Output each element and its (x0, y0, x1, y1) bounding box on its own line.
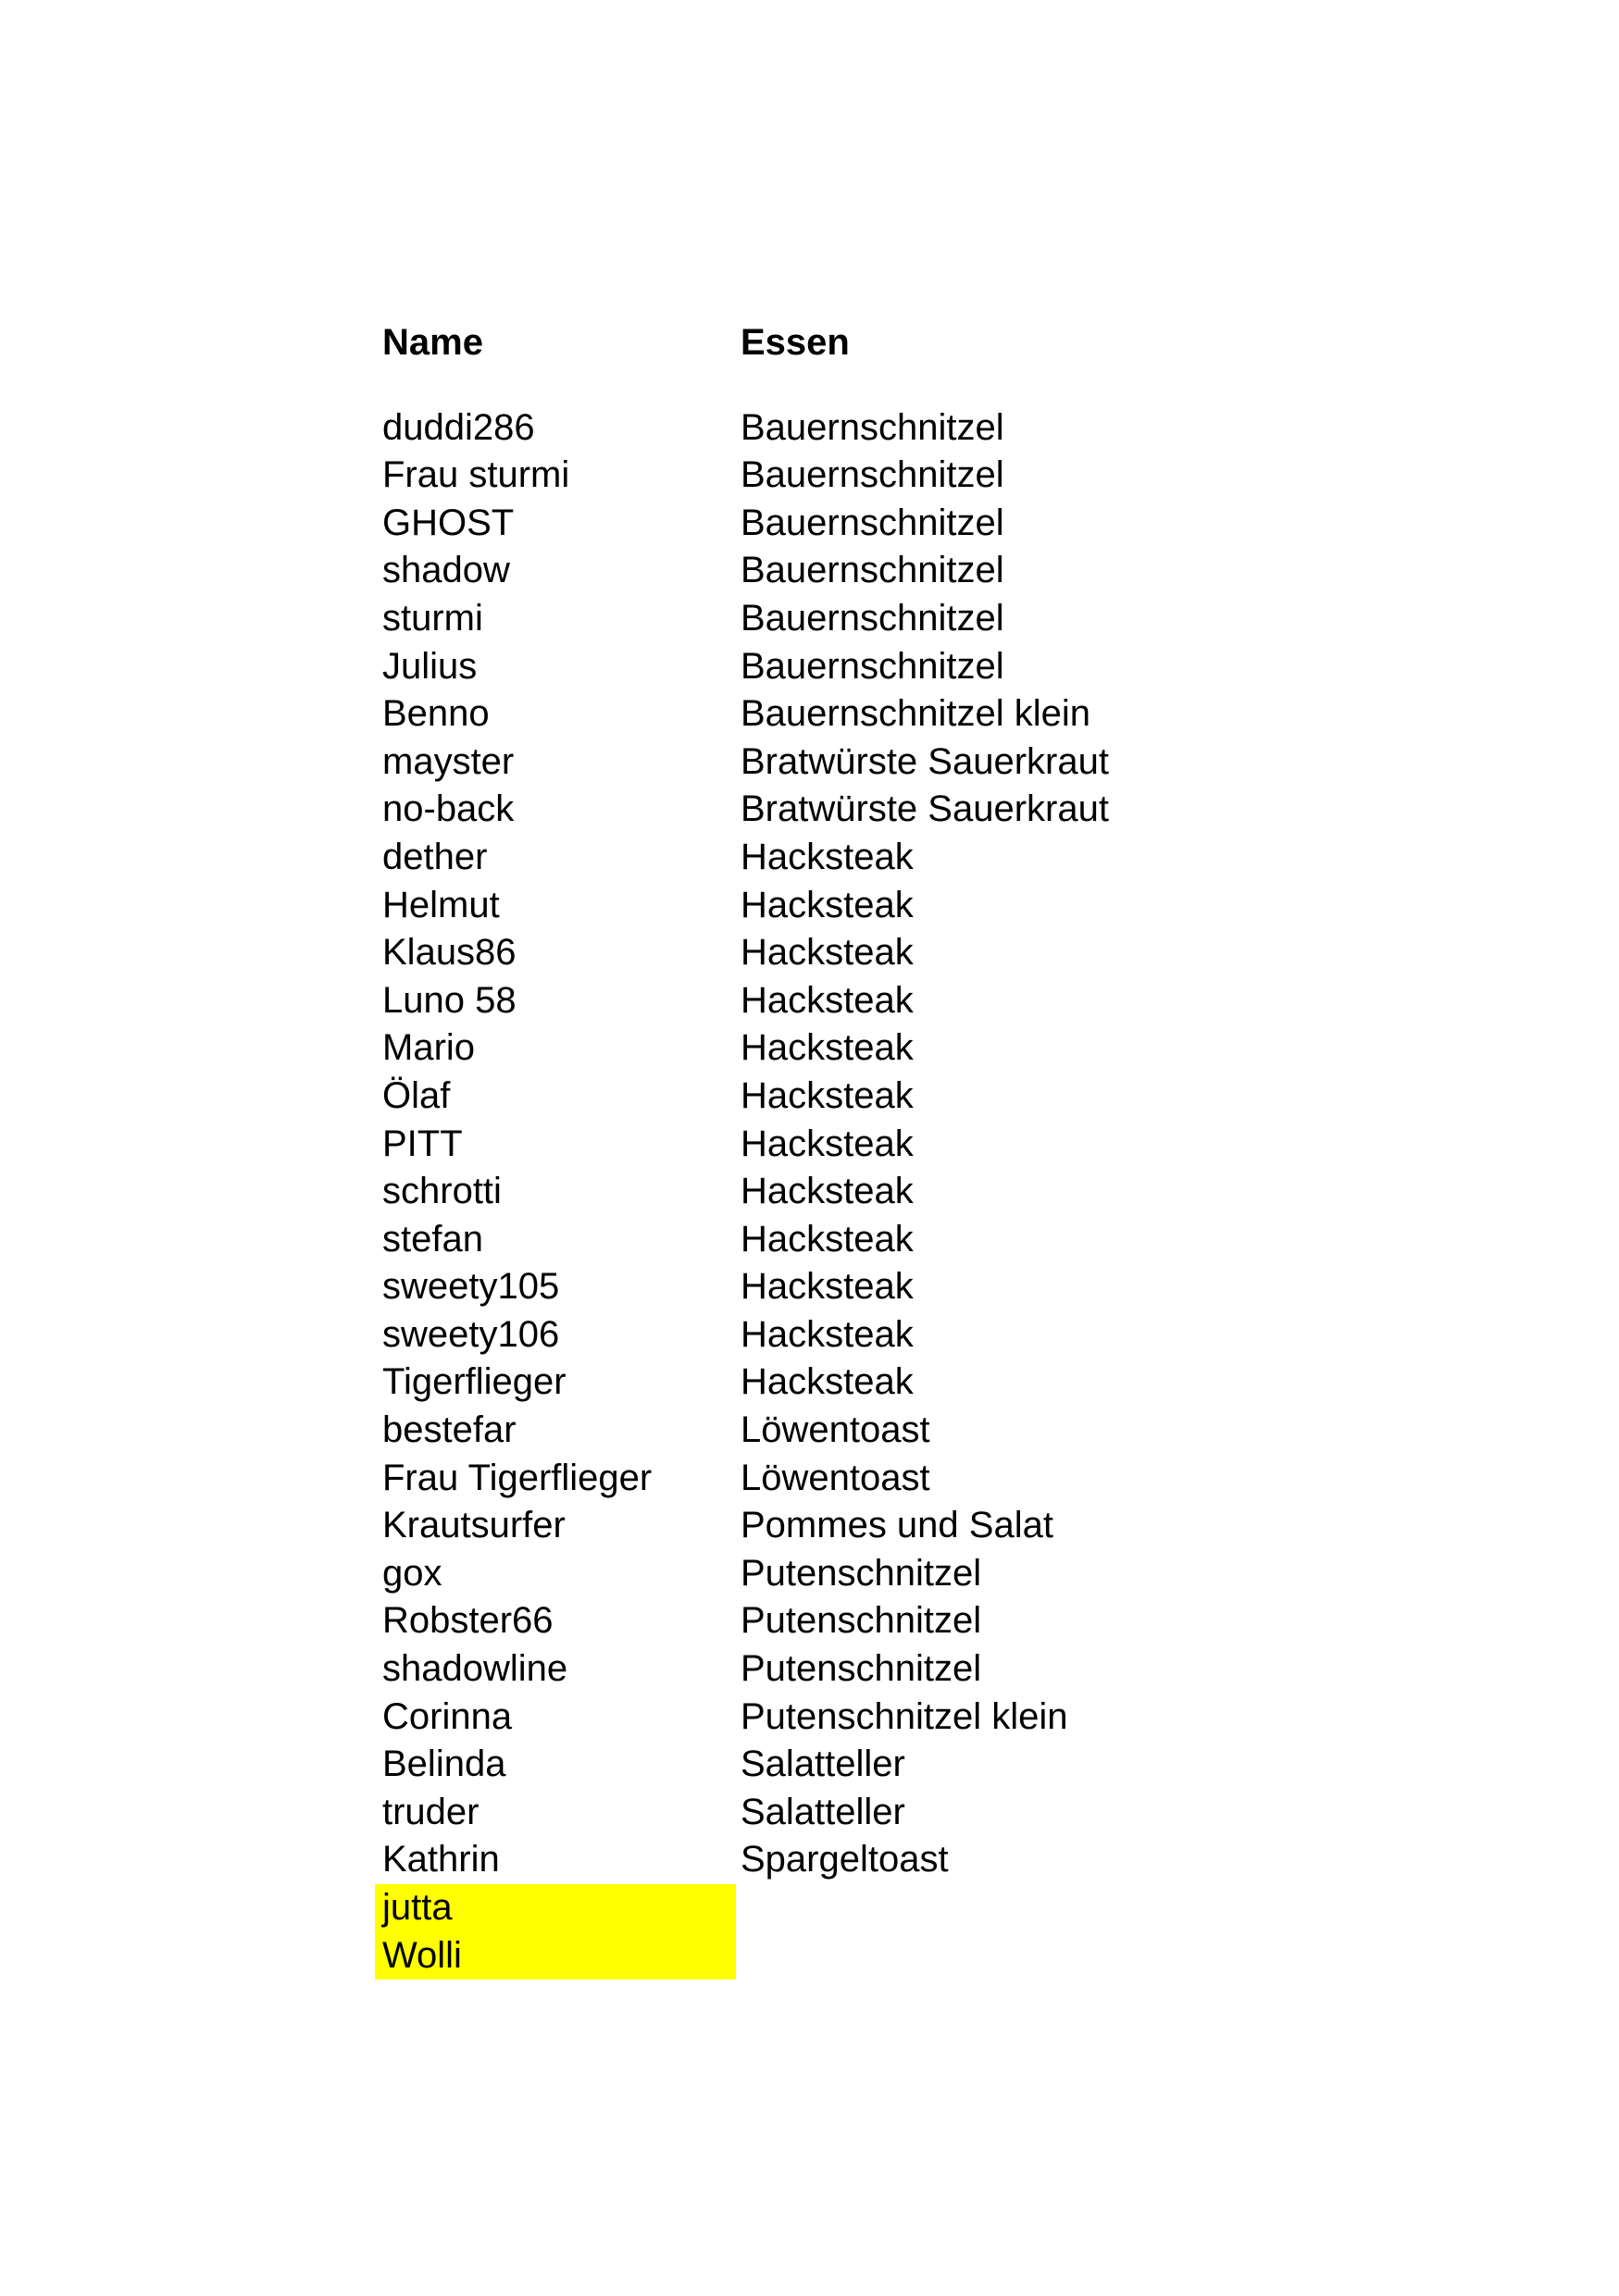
food-cell: Hacksteak (741, 1266, 914, 1308)
food-cell: Bratwürste Sauerkraut (741, 788, 1109, 830)
name-cell: sturmi (382, 597, 483, 639)
name-column-header: Name (382, 322, 483, 363)
name-cell: Benno (382, 693, 490, 735)
food-cell: Hacksteak (741, 1361, 914, 1403)
food-cell: Pommes und Salat (741, 1505, 1053, 1546)
food-cell: Hacksteak (741, 1313, 914, 1355)
food-cell: Hacksteak (741, 1123, 914, 1164)
name-cell: Corinna (382, 1695, 513, 1737)
food-cell: Hacksteak (741, 836, 914, 877)
food-cell: Putenschnitzel klein (741, 1695, 1068, 1737)
name-cell: dether (382, 836, 488, 877)
food-cell: Hacksteak (741, 1074, 914, 1116)
food-cell: Putenschnitzel (741, 1600, 982, 1642)
food-cell: Bratwürste Sauerkraut (741, 740, 1109, 782)
name-cell: Wolli (375, 1932, 736, 1980)
name-cell: Belinda (382, 1744, 506, 1785)
name-cell: schrotti (382, 1171, 502, 1212)
food-cell: Hacksteak (741, 1171, 914, 1212)
name-cell: duddi286 (382, 406, 535, 448)
name-cell: Ölaf (382, 1074, 451, 1116)
food-cell: Löwentoast (741, 1457, 930, 1498)
name-cell: bestefar (382, 1409, 517, 1451)
food-cell: Bauernschnitzel (741, 502, 1004, 543)
name-cell: Frau sturmi (382, 454, 570, 496)
name-cell: Krautsurfer (382, 1505, 566, 1546)
name-cell: jutta (375, 1884, 736, 1932)
food-cell: Hacksteak (741, 1218, 914, 1260)
name-cell: sweety106 (382, 1313, 560, 1355)
name-cell: shadowline (382, 1648, 568, 1690)
food-cell: Hacksteak (741, 884, 914, 925)
food-column-header: Essen (741, 322, 850, 363)
name-cell: no-back (382, 788, 515, 830)
name-cell: truder (382, 1791, 479, 1832)
food-cell: Bauernschnitzel (741, 645, 1004, 687)
name-cell: sweety105 (382, 1266, 560, 1308)
food-cell: Hacksteak (741, 932, 914, 974)
food-cell: Löwentoast (741, 1409, 930, 1451)
name-cell: Robster66 (382, 1600, 554, 1642)
food-cell: Hacksteak (741, 979, 914, 1021)
food-cell: Salatteller (741, 1744, 905, 1785)
name-cell: PITT (382, 1123, 463, 1164)
name-cell: Luno 58 (382, 979, 517, 1021)
name-cell: Helmut (382, 884, 500, 925)
food-cell: Salatteller (741, 1791, 905, 1832)
food-cell: Putenschnitzel (741, 1648, 982, 1690)
name-cell: stefan (382, 1218, 483, 1260)
name-cell: Mario (382, 1027, 476, 1069)
food-cell: Bauernschnitzel (741, 597, 1004, 639)
name-cell: Julius (382, 645, 478, 687)
food-cell: Putenschnitzel (741, 1552, 982, 1594)
name-cell: Klaus86 (382, 932, 517, 974)
name-cell: GHOST (382, 502, 515, 543)
name-cell: shadow (382, 550, 510, 591)
name-cell: Kathrin (382, 1839, 500, 1880)
name-cell: gox (382, 1552, 442, 1594)
name-cell: Frau Tigerflieger (382, 1457, 653, 1498)
food-cell: Bauernschnitzel (741, 550, 1004, 591)
food-cell: Bauernschnitzel (741, 406, 1004, 448)
food-cell: Spargeltoast (741, 1839, 949, 1880)
food-cell: Bauernschnitzel (741, 454, 1004, 496)
food-cell: Hacksteak (741, 1027, 914, 1069)
name-cell: Tigerflieger (382, 1361, 567, 1403)
food-cell: Bauernschnitzel klein (741, 693, 1090, 735)
name-cell: mayster (382, 740, 515, 782)
